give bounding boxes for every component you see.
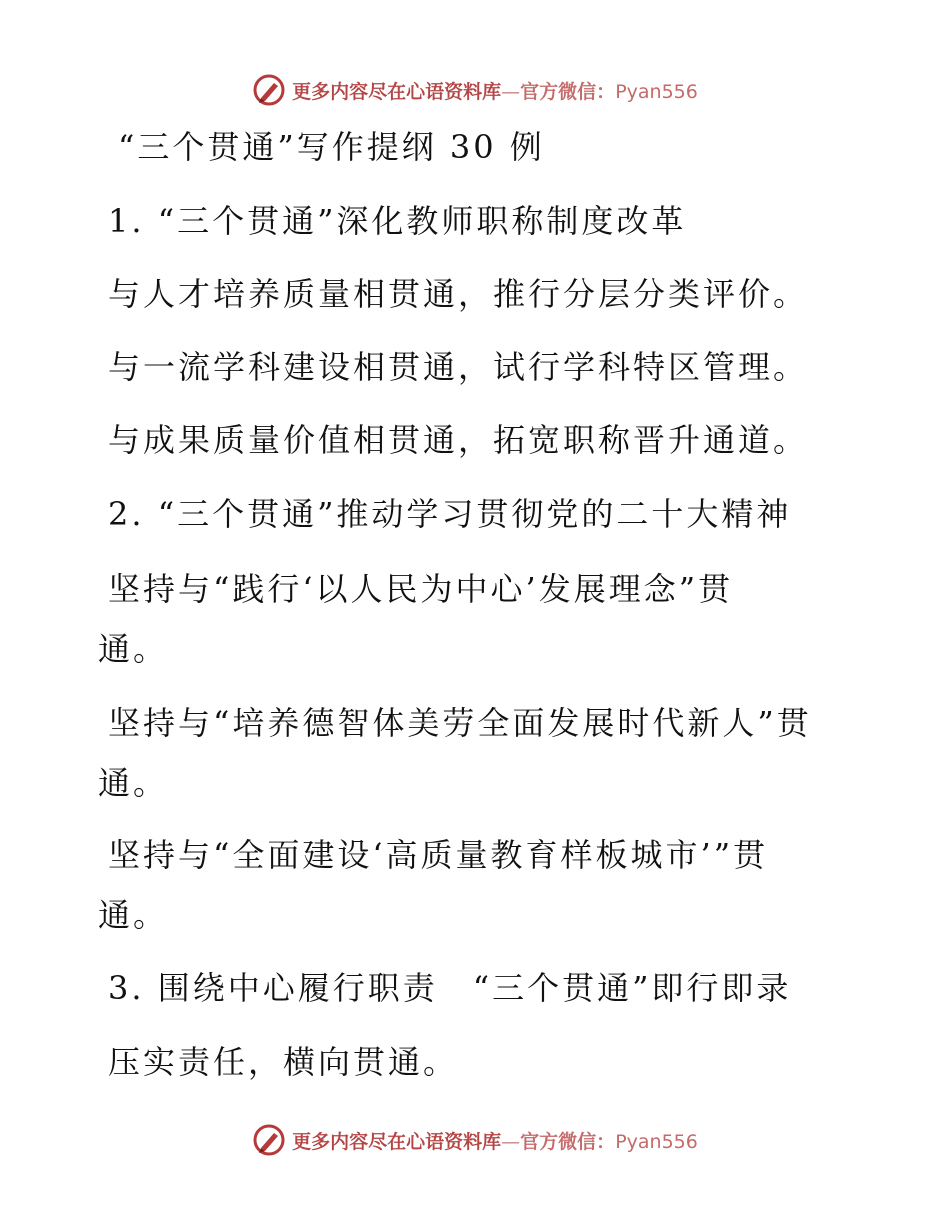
footer-text	[292, 1127, 698, 1154]
footer-separator: —	[501, 1130, 521, 1153]
paragraph-line: 与一流学科建设相贯通，试行学科特区管理。	[108, 348, 809, 386]
paragraph-line: 通。	[98, 896, 169, 934]
section-heading-3: 3. 围绕中心履行职责 “三个贯通”即行即录	[108, 969, 792, 1007]
section-heading-1: 1. “三个贯通”深化教师职称制度改革	[108, 202, 687, 240]
footer-label: 官方微信：	[520, 1130, 616, 1153]
footer-brand: 更多内容尽在心语资料库	[292, 1130, 502, 1153]
paragraph-line: 通。	[98, 764, 169, 802]
header-label: 官方微信：	[520, 80, 616, 103]
document-title: “三个贯通”写作提纲 30 例	[118, 128, 545, 166]
paragraph-line: 通。	[98, 630, 169, 668]
paragraph-line: 坚持与“全面建设‘高质量教育样板城市’”贯	[108, 836, 769, 874]
paragraph-line: 坚持与“践行‘以人民为中心’发展理念”贯	[108, 570, 734, 608]
pen-logo-icon	[252, 1123, 286, 1157]
paragraph-line: 与成果质量价值相贯通，拓宽职称晋升通道。	[108, 421, 809, 459]
footer-banner	[0, 1120, 950, 1160]
paragraph-line: 压实责任，横向贯通。	[108, 1043, 459, 1081]
paragraph-line: 与人才培养质量相贯通，推行分层分类评价。	[108, 275, 809, 313]
section-heading-2: 2. “三个贯通”推动学习贯彻党的二十大精神	[108, 495, 792, 533]
header-separator: —	[501, 80, 521, 103]
footer-wechat-id: Pyan556	[615, 1130, 698, 1153]
header-wechat-id: Pyan556	[615, 80, 698, 103]
header-brand: 更多内容尽在心语资料库	[292, 80, 502, 103]
paragraph-line: 坚持与“培养德智体美劳全面发展时代新人”贯	[108, 704, 812, 742]
